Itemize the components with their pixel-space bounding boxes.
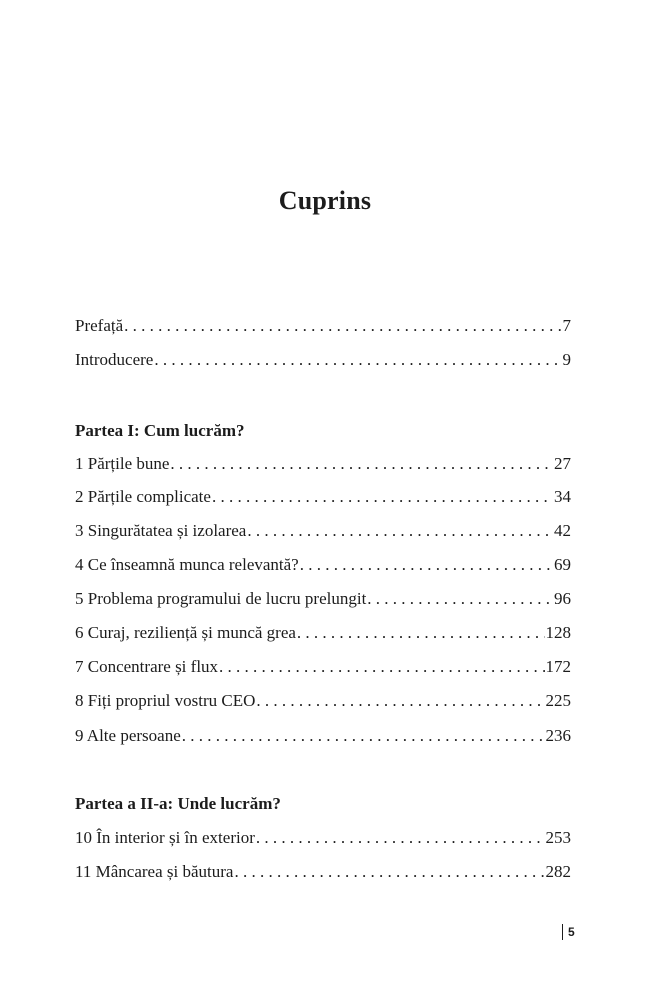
dot-leader xyxy=(219,657,544,677)
toc-entry-label: 3 Singurătatea și izolarea xyxy=(75,521,247,540)
dot-leader xyxy=(124,316,561,336)
folio-rule xyxy=(562,924,563,940)
toc-entry-label: 8 Fiți propriul vostru CEO xyxy=(75,691,256,710)
dot-leader xyxy=(256,691,544,711)
toc-entry-chapter-6[interactable] xyxy=(75,623,571,647)
toc-entry-introducere[interactable] xyxy=(75,350,571,374)
toc-entry-page: 69 xyxy=(554,555,571,574)
toc-entry-prefata[interactable] xyxy=(75,316,571,340)
dot-leader xyxy=(367,589,553,609)
toc-entry-label: 2 Părțile complicate xyxy=(75,487,211,506)
toc-entry-chapter-8[interactable] xyxy=(75,691,571,715)
page-number xyxy=(562,924,575,940)
toc-entry-label: Prefață xyxy=(75,316,124,335)
toc-entry-chapter-11[interactable] xyxy=(75,862,571,886)
dot-leader xyxy=(234,862,544,882)
toc-entry-chapter-1[interactable] xyxy=(75,454,571,478)
toc-entry-page: 27 xyxy=(554,454,571,473)
toc-entry-label: 7 Concentrare și flux xyxy=(75,657,219,676)
toc-entry-label: 4 Ce înseamnă munca relevantă? xyxy=(75,555,299,574)
dot-leader xyxy=(212,487,553,507)
toc-entry-chapter-7[interactable] xyxy=(75,657,571,681)
toc-entry-page: 96 xyxy=(554,589,571,608)
toc-entry-page: 128 xyxy=(545,623,571,642)
toc-entry-chapter-4[interactable] xyxy=(75,555,571,579)
dot-leader xyxy=(297,623,545,643)
toc-entry-chapter-10[interactable] xyxy=(75,828,571,852)
toc-entry-label: 1 Părțile bune xyxy=(75,454,170,473)
part-heading-1: Partea I: Cum lucrăm? xyxy=(75,421,245,440)
toc-entry-page: 172 xyxy=(545,657,571,676)
toc-entry-page: 225 xyxy=(545,691,571,710)
page-title: Cuprins xyxy=(278,186,372,215)
toc-entry-label: 6 Curaj, reziliență și muncă grea xyxy=(75,623,296,642)
toc-entry-label: 9 Alte persoane xyxy=(75,726,181,745)
toc-entry-chapter-2[interactable] xyxy=(75,487,571,511)
toc-entry-page: 236 xyxy=(545,726,571,745)
toc-entry-label: 5 Problema programului de lucru prelungit xyxy=(75,589,367,608)
part-heading-2: Partea a II-a: Unde lucrăm? xyxy=(75,794,281,813)
toc-entry-chapter-3[interactable] xyxy=(75,521,571,545)
toc-entry-page: 42 xyxy=(554,521,571,540)
toc-entry-chapter-9[interactable] xyxy=(75,726,571,750)
dot-leader xyxy=(182,726,545,746)
dot-leader xyxy=(300,555,553,575)
toc-entry-page: 34 xyxy=(554,487,571,506)
toc-entry-label: Introducere xyxy=(75,350,154,369)
toc-entry-chapter-5[interactable] xyxy=(75,589,571,613)
toc-entry-label: 11 Mâncarea și băutura xyxy=(75,862,234,881)
dot-leader xyxy=(170,454,553,474)
toc-entry-page: 253 xyxy=(545,828,571,847)
dot-leader xyxy=(247,521,553,541)
dot-leader xyxy=(256,828,545,848)
toc-entry-page: 282 xyxy=(545,862,571,881)
toc-entry-page: 7 xyxy=(562,316,571,335)
page-number-value: 5 xyxy=(568,925,575,939)
toc-entry-label: 10 În interior și în exterior xyxy=(75,828,255,847)
toc-entry-page: 9 xyxy=(562,350,571,369)
dot-leader xyxy=(154,350,561,370)
